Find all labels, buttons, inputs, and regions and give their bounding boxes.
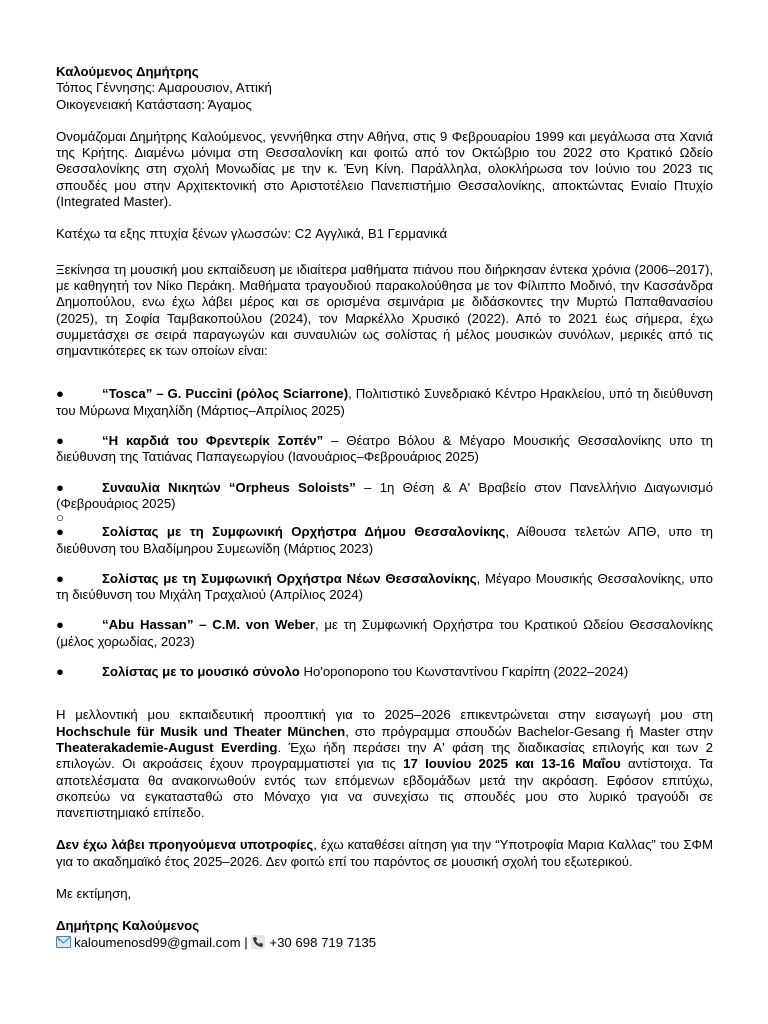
bullet-icon: ● [56,524,64,540]
phone-icon [251,935,265,949]
marital-status-line: Οικογενειακή Κατάσταση: Άγαμος [56,96,252,112]
bullet-item-youth-orchestra: ● Σολίστας με τη Συμφωνική Ορχήστρα Νέων Θεσσαλονίκης, Μέγαρο Μουσικής Θεσσαλονίκης, υπο τη διεύθυνση του Μιχάλη Τραχαλιού (Απρίλιος 2024) [56,570,713,603]
scholarship-paragraph: Δεν έχω λάβει προηγούμενα υποτροφίες, έχω καταθέσει αίτηση για την “Υποτροφία Μαρια Καλλας” του ΣΦΜ για το ακαδημαϊκό έτος 2025–2026. Δεν φοιτώ επί του παρόντος σε μουσική σχολή του εξωτερικού. [56,837,713,869]
contact-separator: | [244,934,248,950]
bullet-item-tosca: ● “Tosca” – G. Puccini (ρόλος Sciarrone), Πολιτιστικό Συνεδριακό Κέντρο Ηρακλείου, υπό τη διεύθυνση του Μύρωνα Μιχαηλίδη (Μάρτιος–Απρίλιος 2025) [56,386,713,418]
bullet-item-chopin: ● “Η καρδιά του Φρεντερίκ Σοπέν” – Θέατρο Βόλου & Μέγαρο Μουσικής Θεσσαλονίκης υπο τη διεύθυνση της Τατιάνας Παπαγεωργίου (Ιανουάριος–Φεβρουάριος 2025) [56,433,713,465]
document-page [56,64,713,951]
phone-number[interactable]: +30 698 719 7135 [269,934,377,950]
signature-name: Δημήτρης Καλούμενος [56,918,200,934]
intro-paragraph: Ονομάζομαι Δημήτρης Καλούμενος, γεννήθηκα στην Αθήνα, στις 9 Φεβρουαρίου 1999 και μεγάλωσα στα Χανιά της Κρήτης. Διαμένω μόνιμα στη Θεσσαλονίκη και φοιτώ από τον Οκτώβριο του 2022 στο Κρατικό Ωδείο Θεσσαλονίκης στη σχολή Μονωδίας με την κ. Ένη Κίνη. Παράλληλα, ολοκλήρωσα τον Ιούνιο του 2023 τις σπουδές μου στην Αρχιτεκτονική στο Αριστοτέλειο Πανεπιστήμιο Θεσσαλονίκης, αποκτώντας Ενιαίο Πτυχίο (Integrated Master). [56,128,713,210]
bullet-icon: ● [56,617,64,633]
author-name: Καλούμενος Δημήτρης [56,64,199,79]
bullet-item-abu-hassan: ● “Abu Hassan” – C.M. von Weber, με τη Συμφωνική Ορχήστρα του Κρατικού Ωδείου Θεσσαλονίκης (μέλος χορωδίας, 2023) [56,617,714,649]
languages-paragraph: Κατέχω τα εξης πτυχία ξένων γλωσσών: C2 Αγγλικά, B1 Γερμανικά [56,226,448,242]
bullet-icon: ● [56,479,64,495]
bullet-item-municipal-orchestra: ● Σολίστας με τη Συμφωνική Ορχήστρα Δήμου Θεσσαλονίκης, Αίθουσα τελετών ΑΠΘ, υπο τη διεύθυνση του Βλαδίμηρου Συμεωνίδη (Μάρτιος 2023) [56,524,713,556]
circle-bullet-icon: ○ [56,510,64,526]
bullet-item-ensemble: ● Σολίστας με το μουσικό σύνολο Ho'oponopono του Κωνσταντίνου Γκαρίπη (2022–2024) [56,664,629,680]
bullet-icon: ● [56,433,64,449]
bullet-icon: ● [56,386,64,402]
future-plans-paragraph: Η μελλοντική μου εκπαιδευτική προοπτική για το 2025–2026 επικεντρώνεται στην εισαγωγή μου στη Hochschule für Musik und Theater München, στο πρόγραμμα σπουδών Bachelor-Gesang ή Master στην Theaterakademie-August Everding. Έχω ήδη περάσει την Α' φάση της διαδικασίας επιλογής και των 2 επιλογών. Οι ακροάσεις έχουν προγραμματιστεί για τις 17 Ιουνίου 2025 και 13-16 Μαΐου αντίστοιχα. Τα αποτελέσματα θα ανακοινωθούν εντός των επόμενων εβδομάδων μετά την ακρόαση. Εφόσον επιτύχω, σκοπεύω να εγκατασταθώ στο Μόναχο για να συνεχίσω τις σπουδές μου στο λυρικό τραγούδι σε πανεπιστημιακό επίπεδο. [56,707,713,821]
bullet-item-orpheus: ● Συναυλία Νικητών “Orpheus Soloists” – 1η Θέση & Α' Βραβείο στον Πανελλήνιο Διαγωνισμό (Φεβρουάριος 2025) [56,479,713,511]
bullet-icon: ● [56,664,64,680]
birthplace-line: Τόπος Γέννησης: Αμαρουσιον, Αττική [56,80,272,96]
contact-line [56,935,713,951]
closing-line: Με εκτίμηση, [56,885,132,901]
email-link[interactable]: kaloumenosd99@gmail.com [74,934,241,950]
music-education-paragraph: Ξεκίνησα τη μουσική μου εκπαίδευση με ιδιαίτερα μαθήματα πιάνου που διήρκησαν έντεκα χρόνια (2006–2017), με καθηγητή τον Νίκο Περάκη. Μαθήματα τραγουδιού παρακολούθησα με τον Φίλιππο Μοδινό, την Κασσάνδρα Δημοπούλου, ενω έχω λάβει μέρος και σε ορισμένα σεμινάρια με διδάσκοντες την Μυρτώ Παπαθανασίου (2025), τη Σοφία Ταμβακοπούλου (2024), τον Μαρκέλλο Χρυσικό (2022). Από το 2021 έως σήμερα, έχω συμμετάσχει σε σειρά παραγωγών και συναυλιών ως σολίστας ή μέλος μουσικών συνόλων, μερικές από τις σημαντικότερες εκ των οποίων είναι: [56,261,713,359]
bullet-icon: ● [56,570,64,586]
envelope-icon [56,936,71,948]
